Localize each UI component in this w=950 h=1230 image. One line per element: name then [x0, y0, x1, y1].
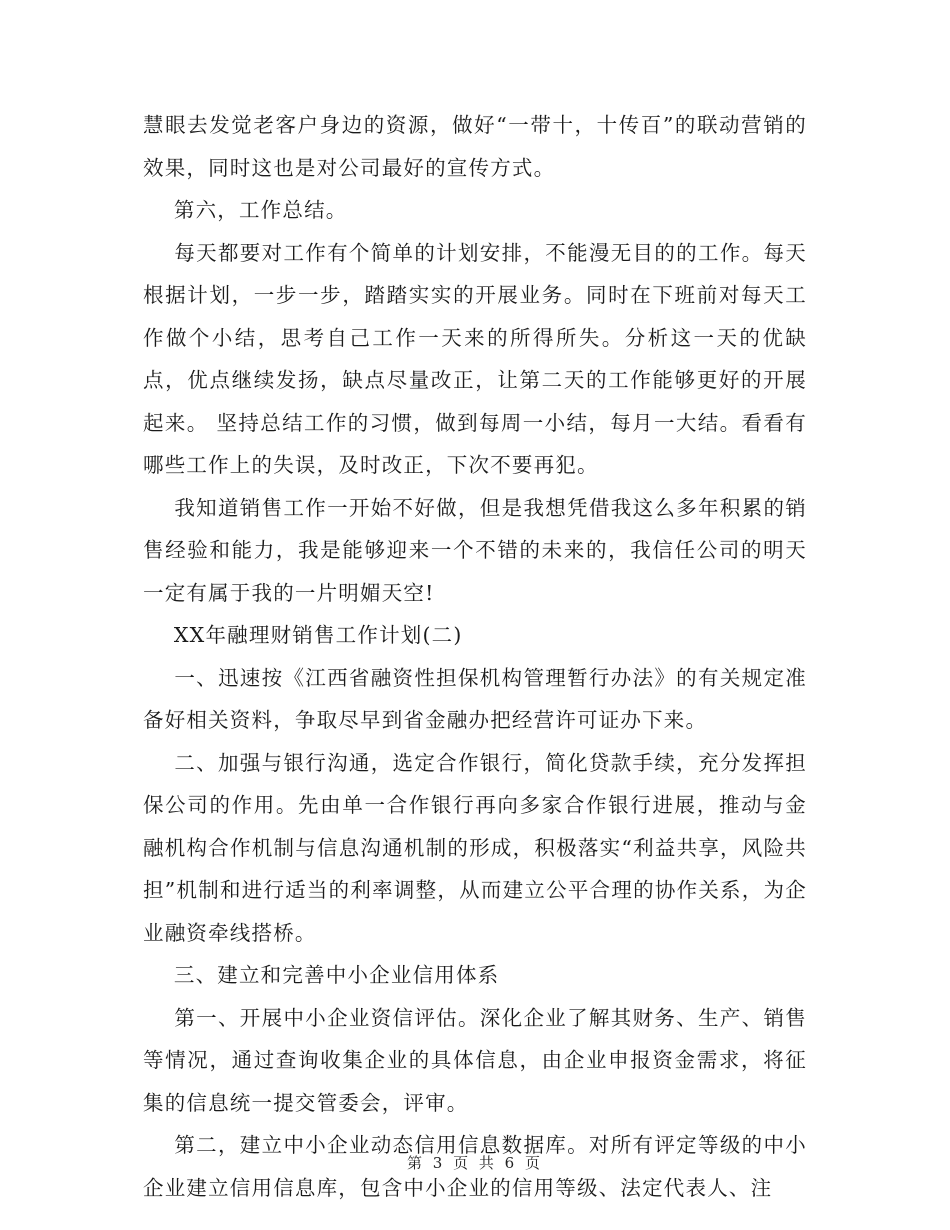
paragraph: 我知道销售工作一开始不好做，但是我想凭借我这么多年积累的销售经验和能力，我是能够迎来一个不错的未来的，我信任公司的明天一定有属于我的一片明媚天空!	[143, 495, 807, 605]
paragraph: 慧眼去发觉老客户身边的资源，做好“一带十，十传百”的联动营销的效果，同时这也是对公司最好的宣传方式。	[143, 113, 807, 180]
paragraph: 二、加强与银行沟通，选定合作银行，简化贷款手续，充分发挥担保公司的作用。先由单一合作银行再向多家合作银行进展，推动与金融机构合作机制与信息沟通机制的形成，积极落实“利益共享，风险共担”机制和进行适当的利率调整，从而建立公平合理的协作关系，为企业融资牵线搭桥。	[143, 750, 807, 945]
section-heading: XX年融理财销售工作计划(二)	[143, 623, 463, 647]
paragraph: 第二，建立中小企业动态信用信息数据库。对所有评定等级的中小企业建立信用信息库，包含中小企业的信用等级、法定代表人、注	[143, 1133, 807, 1200]
paragraph: 第六，工作总结。	[143, 198, 348, 222]
paragraph: 第一、开展中小企业资信评估。深化企业了解其财务、生产、销售等情况，通过查询收集企业的具体信息，由企业申报资金需求，将征集的信息统一提交管委会，评审。	[143, 1005, 807, 1115]
paragraph: 一、迅速按《江西省融资性担保机构管理暂行办法》的有关规定准备好相关资料，争取尽早到省金融办把经营许可证办下来。	[143, 665, 807, 732]
section-heading: 三、建立和完善中小企业信用体系	[143, 963, 500, 987]
paragraph: 每天都要对工作有个简单的计划安排，不能漫无目的的工作。每天根据计划，一步一步，踏踏实实的开展业务。同时在下班前对每天工作做个小结，思考自己工作一天来的所得所失。分析这一天的优缺点，优点继续发扬，缺点尽量改正，让第二天的工作能够更好的开展起来。 坚持总结工作的习惯，做到每周一小结，每月一大结。看看有哪些工作上的失误，及时改正，下次不要再犯。	[143, 240, 807, 477]
page-footer: 第 3 页 共 6 页	[407, 1154, 543, 1172]
document-body	[143, 104, 807, 1209]
